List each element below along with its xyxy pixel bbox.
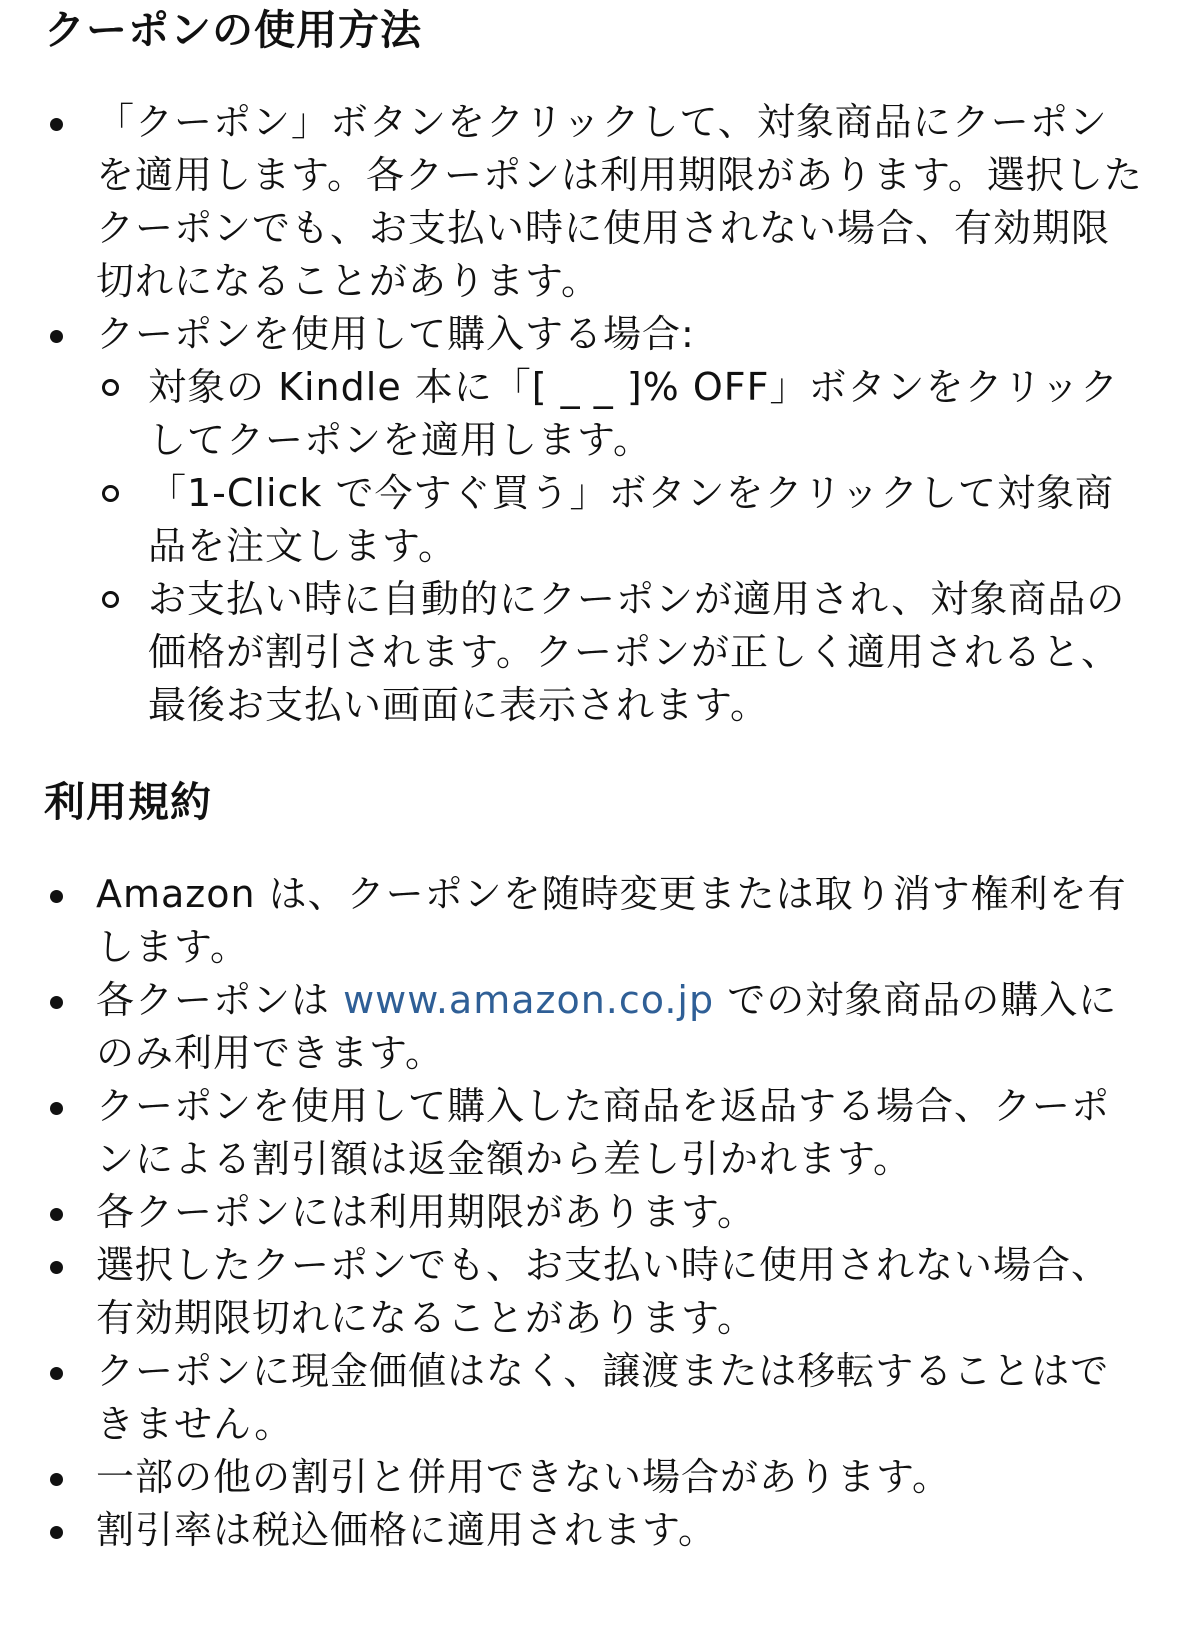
list-item (44, 974, 1144, 1080)
list-item (44, 868, 1144, 974)
list-item-text: 選択したクーポンでも、お支払い時に使用されない場合、有効期限切れになることがあります。 (96, 1243, 1111, 1340)
list-item (44, 1451, 1144, 1504)
list-item (44, 1080, 1144, 1186)
amazon-link[interactable]: www.amazon.co.jp (343, 978, 715, 1022)
terms-list (44, 868, 1144, 1557)
sub-list-item (96, 467, 1144, 573)
bullet-icon (50, 1261, 63, 1274)
list-item-text-after-link: での対象商品の購入にのみ利用できます。 (96, 978, 1118, 1075)
list-item (44, 308, 1144, 732)
bullet-icon (50, 330, 63, 343)
usage-sub-list (96, 361, 1144, 732)
bullet-icon (50, 1208, 63, 1221)
usage-list (44, 96, 1144, 732)
bullet-icon (50, 1102, 63, 1115)
list-item-text: 割引率は税込価格に適用されます。 (96, 1508, 717, 1552)
sub-list-item-text: 「1-Click で今すぐ買う」ボタンをクリックして対象商品を注文します。 (148, 471, 1114, 568)
coupon-info-page (44, 0, 1144, 1557)
list-item-text: Amazon は、クーポンを随時変更または取り消す権利を有します。 (96, 872, 1127, 969)
list-item (44, 1239, 1144, 1345)
hollow-bullet-icon (102, 379, 119, 396)
list-item-text: 各クーポンには利用期限があります。 (96, 1190, 756, 1234)
terms-heading: 利用規約 (44, 778, 212, 826)
sub-list-item-text: 対象の Kindle 本に「[ _ _ ]% OFF」ボタンをクリックしてクーポンを適用します。 (148, 365, 1119, 462)
list-item-text: 「クーポン」ボタンをクリックして、対象商品にクーポンを適用します。各クーポンは利用期限があります。選択したクーポンでも、お支払い時に使用されない場合、有効期限切れになることがあります。 (96, 100, 1143, 303)
bullet-icon (50, 1526, 63, 1539)
list-item (44, 1345, 1144, 1451)
list-item (44, 1504, 1144, 1557)
list-item-text-before-link: 各クーポンは (96, 978, 344, 1022)
list-item-text: 一部の他の割引と併用できない場合があります。 (96, 1455, 951, 1499)
sub-list-item (96, 573, 1144, 732)
list-item-text: クーポンに現金価値はなく、譲渡または移転することはできません。 (96, 1349, 1110, 1446)
list-item-text: クーポンを使用して購入した商品を返品する場合、クーポンによる割引額は返金額から差し引かれます。 (96, 1084, 1111, 1181)
bullet-icon (50, 1367, 63, 1380)
bullet-icon (50, 996, 63, 1009)
list-item-text: クーポンを使用して購入する場合: (96, 312, 695, 356)
bullet-icon (50, 118, 63, 131)
sub-list-item (96, 361, 1144, 467)
list-item (44, 1186, 1144, 1239)
sub-list-item-text: お支払い時に自動的にクーポンが適用され、対象商品の価格が割引されます。クーポンが正しく適用されると、最後お支払い画面に表示されます。 (148, 577, 1126, 727)
hollow-bullet-icon (102, 485, 119, 502)
usage-heading: クーポンの使用方法 (44, 6, 422, 54)
list-item (44, 96, 1144, 308)
bullet-icon (50, 890, 63, 903)
bullet-icon (50, 1473, 63, 1486)
hollow-bullet-icon (102, 591, 119, 608)
